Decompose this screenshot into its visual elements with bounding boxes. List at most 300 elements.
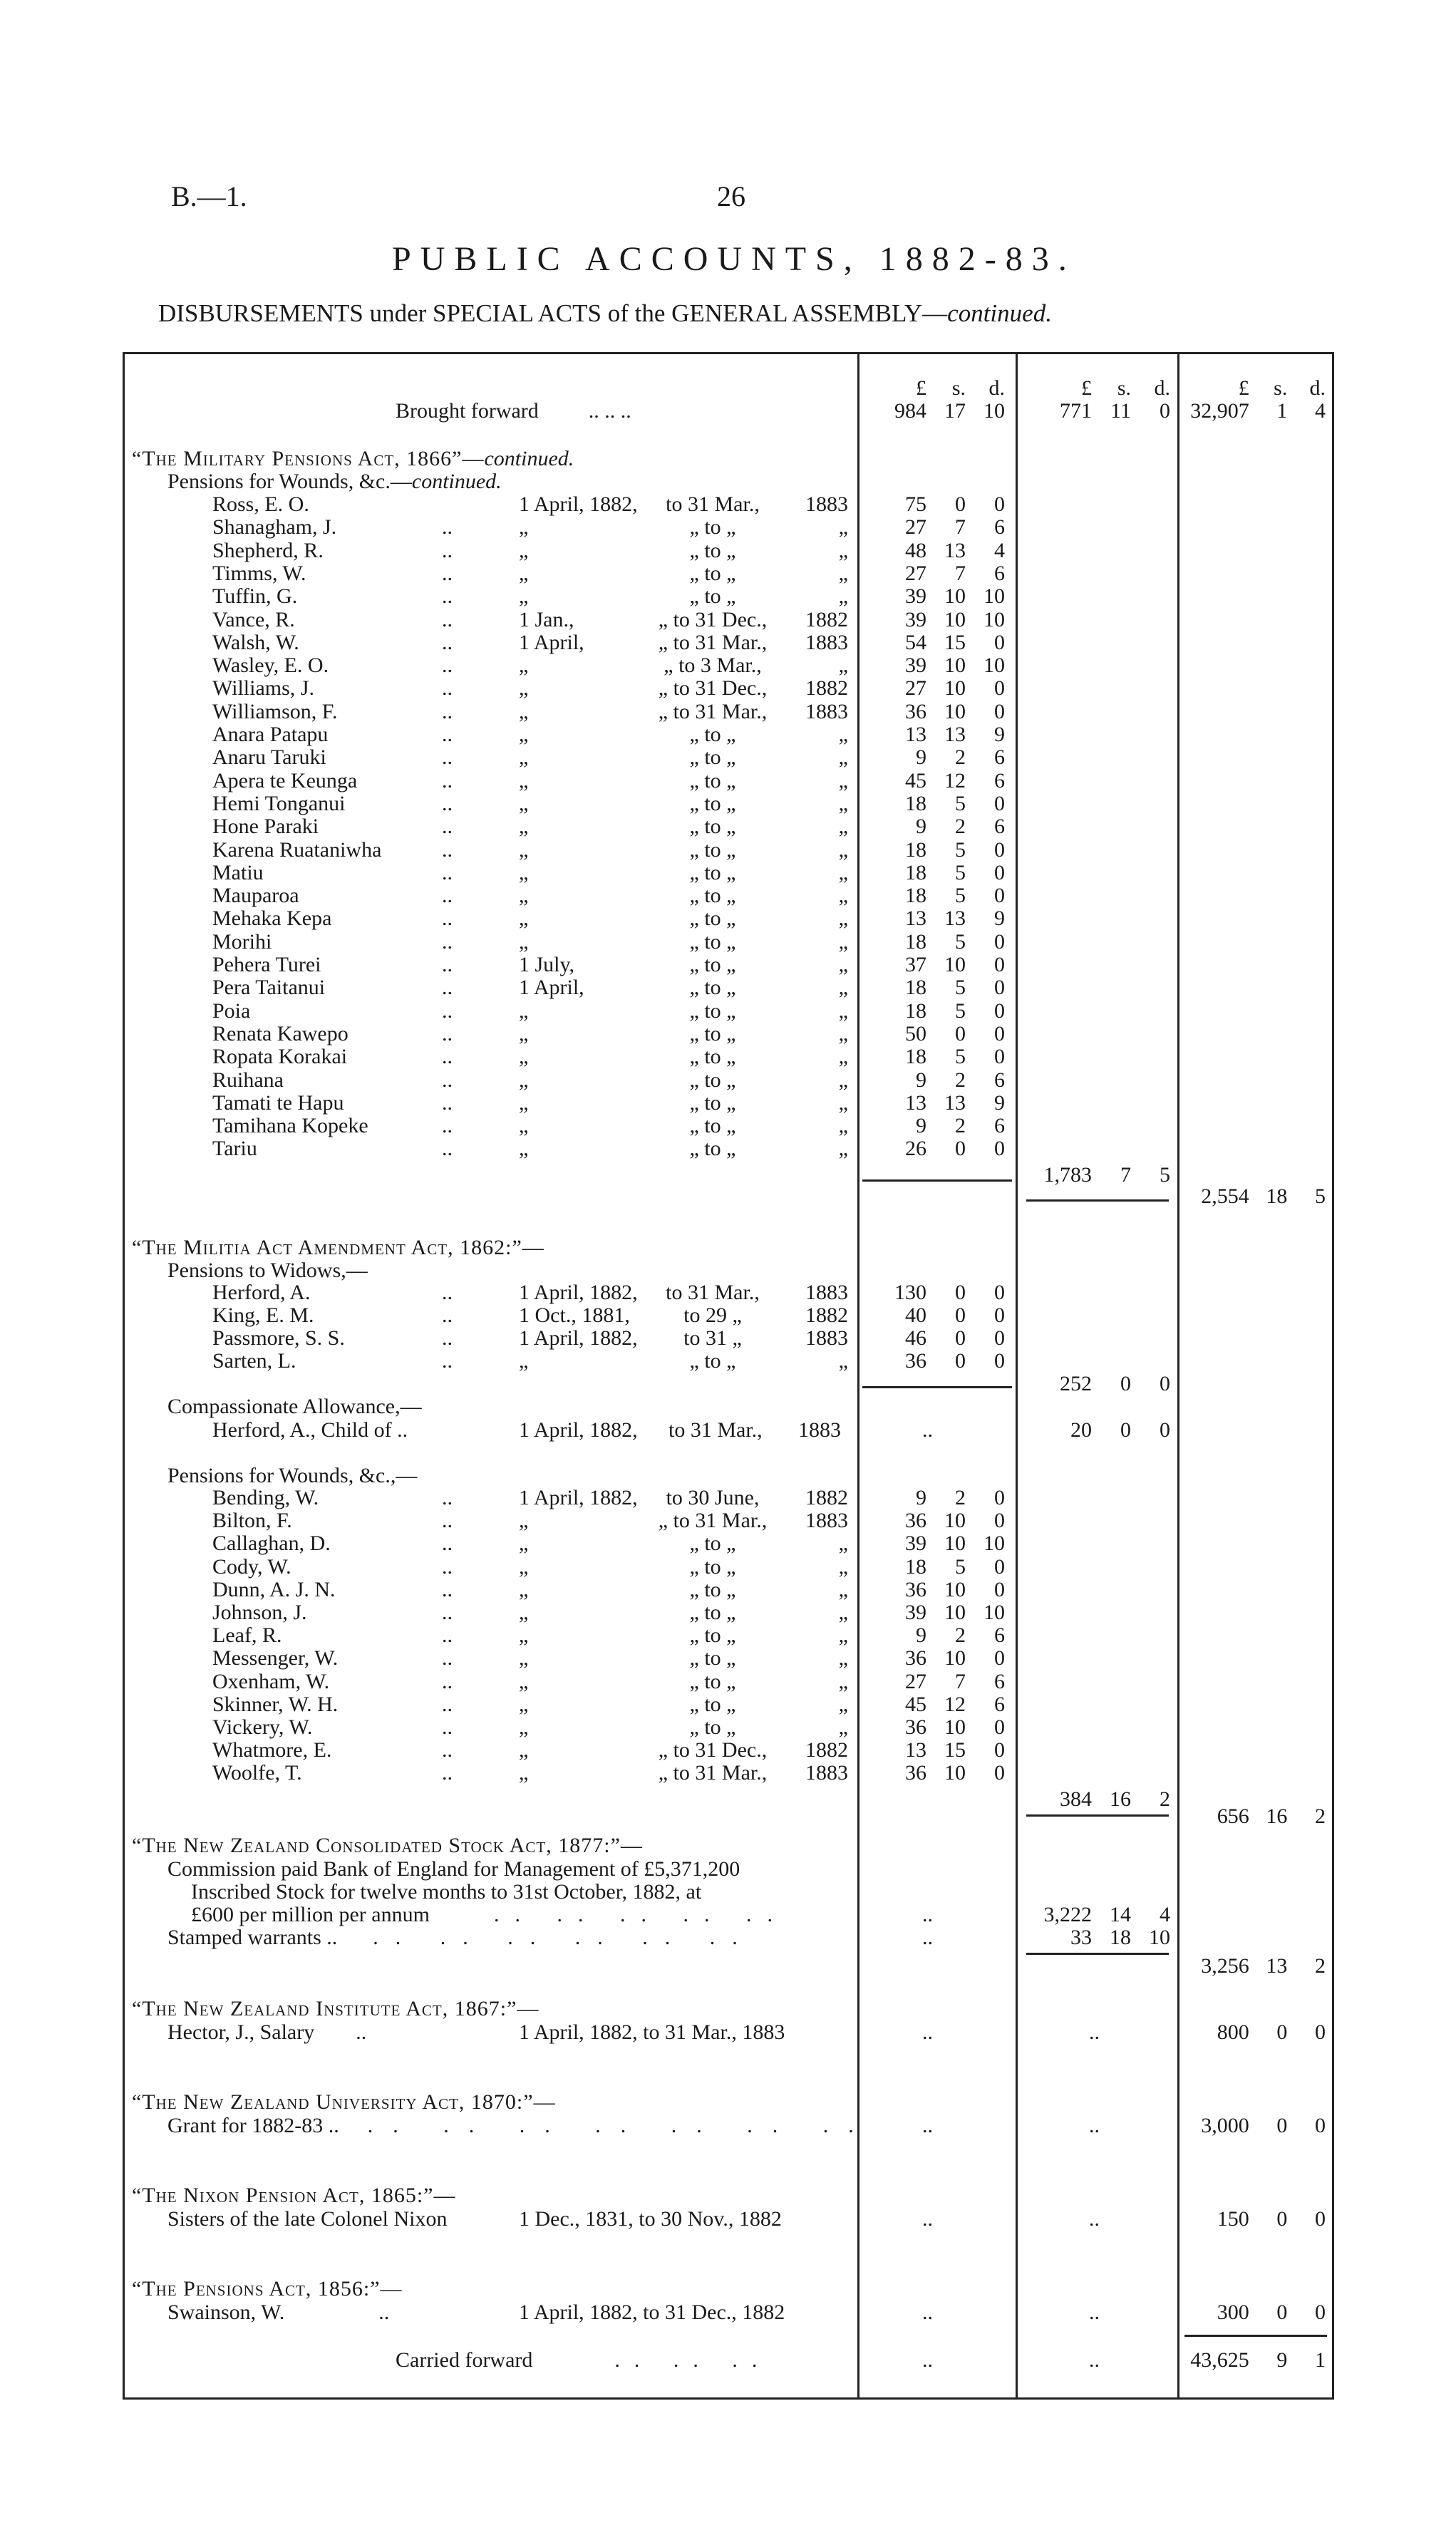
- entry-period-end: „ to „: [689, 1601, 736, 1624]
- entry-name: Shanagham, J.: [212, 515, 337, 539]
- entry-dots: ..: [442, 929, 453, 954]
- entry-period-year: 1883: [805, 1281, 848, 1304]
- entry-amount-pence: 6: [994, 815, 1005, 839]
- entry-period-end: „ to 31 Mar.,: [658, 1761, 768, 1785]
- entry-dots: ..: [442, 1715, 453, 1739]
- entry-period-start: „: [519, 815, 529, 839]
- entry-period-end: „ to „: [689, 907, 736, 931]
- entry-period-start: 1 April,: [519, 976, 584, 1000]
- entry-period-end: „ to 3 Mar.,: [664, 654, 762, 678]
- entry-amount-shillings: 5: [955, 791, 966, 815]
- entry-name: Williams, J.: [212, 676, 314, 701]
- entry-amount: [862, 999, 1005, 1023]
- entry-amount-pounds: 27: [905, 561, 926, 585]
- entry-period-end: „ to „: [689, 884, 736, 908]
- entry-period-start: „: [519, 1692, 529, 1716]
- entry-period-end: „ to 31 Mar.,: [658, 630, 768, 654]
- entry-period-year: „: [838, 745, 848, 770]
- entry-period-start: „: [519, 699, 529, 723]
- entry-period-year: 1883: [805, 1326, 848, 1350]
- nixon-total: 150 0 0: [1217, 2207, 1326, 2231]
- entry-amount-pounds: 45: [905, 768, 926, 792]
- entry-amount-pence: 0: [994, 976, 1005, 1000]
- entry-amount: [862, 1693, 1005, 1717]
- entry-period-year: 1883: [805, 1761, 848, 1785]
- compassionate-name: Herford, A., Child of ..: [212, 1418, 408, 1442]
- entry-period-start: „: [519, 860, 529, 884]
- entry-amount-pounds: 18: [905, 791, 926, 815]
- entry-name: Bilton, F.: [212, 1509, 292, 1533]
- entry-dots: ..: [442, 837, 453, 862]
- carried-forward-label: Carried forward .. .. ..: [396, 2348, 772, 2372]
- militia-title: “The Militia Act Amendment Act, 1862:”—: [132, 1236, 544, 1259]
- entry-dots: ..: [442, 1068, 453, 1092]
- compassionate-p3: 1883: [798, 1418, 841, 1442]
- entry-amount-pounds: 39: [905, 654, 926, 678]
- brought-forward-col3: 32,907 1 4: [1190, 399, 1326, 423]
- entry-amount-shillings: 10: [944, 1509, 966, 1533]
- entry-period-year: „: [838, 907, 848, 931]
- entry-amount: [862, 1349, 1005, 1373]
- entry-name: Sarten, L.: [212, 1349, 296, 1373]
- entry-dots: ..: [442, 561, 453, 585]
- entry-period-end: „ to „: [689, 1532, 736, 1556]
- entry-amount-pence: 0: [994, 1486, 1005, 1509]
- entry-period-start: „: [519, 768, 529, 792]
- entry-amount-pounds: 36: [905, 1715, 926, 1739]
- entry-period-end: „ to „: [689, 976, 736, 1000]
- entry-amount: [862, 562, 1005, 586]
- entry-period-year: „: [838, 561, 848, 585]
- entry-amount-shillings: 7: [955, 515, 966, 539]
- entry-dots: ..: [442, 1326, 453, 1350]
- entry-period-end: „ to „: [689, 723, 736, 746]
- entry-dots: ..: [442, 538, 453, 562]
- entry-dots: ..: [442, 654, 453, 678]
- entry-period-start: „: [519, 1068, 529, 1092]
- entry-period-start: 1 April, 1882,: [519, 1326, 638, 1350]
- entry-amount-pounds: 36: [905, 1646, 926, 1671]
- entry-name: Dunn, A. J. N.: [212, 1577, 336, 1601]
- entry-amount-pence: 10: [983, 607, 1005, 631]
- military-rule-1: [862, 1179, 1012, 1182]
- entry-amount-shillings: 2: [955, 1114, 966, 1138]
- entry-dots: ..: [442, 515, 453, 539]
- entry-amount-pounds: 46: [905, 1326, 926, 1350]
- entry-period-year: „: [838, 1349, 848, 1373]
- entry-amount-pounds: 27: [905, 1669, 926, 1693]
- entry-amount-shillings: 10: [944, 699, 966, 723]
- entry-period-start: 1 April, 1882,: [519, 1281, 638, 1304]
- entry-amount: [862, 515, 1005, 539]
- military-subtotal: 1,783 7 5: [1043, 1163, 1170, 1187]
- entry-period-year: 1883: [805, 699, 848, 723]
- entry-dots: ..: [442, 860, 453, 884]
- entry-period-start: 1 Oct., 1881,: [519, 1303, 630, 1327]
- entry-period-start: „: [519, 1349, 529, 1373]
- entry-name: Ropata Korakai: [212, 1045, 348, 1069]
- entry-name: Williamson, F.: [212, 699, 338, 723]
- entry-dots: ..: [442, 1623, 453, 1648]
- entry-amount-pounds: 18: [905, 1554, 926, 1579]
- table-top-rule: [123, 352, 1334, 354]
- institute-title: “The New Zealand Institute Act, 1867:”—: [132, 1997, 539, 2020]
- entry-period-year: „: [838, 1114, 848, 1138]
- entry-amount-shillings: 13: [944, 907, 966, 931]
- entry-amount-pence: 6: [994, 1068, 1005, 1092]
- pensions1856-total: 300 0 0: [1217, 2301, 1326, 2324]
- entry-period-end: „ to „: [689, 837, 736, 862]
- pensions1856-col2: ..: [1089, 2301, 1100, 2324]
- entry-amount-shillings: 10: [944, 584, 966, 609]
- entry-amount-shillings: 5: [955, 976, 966, 1000]
- compassionate-p1: 1 April, 1882,: [519, 1418, 638, 1442]
- entry-amount-pounds: 18: [905, 929, 926, 954]
- entry-period-end: „ to „: [689, 1021, 736, 1045]
- entry-amount: [862, 1761, 1005, 1785]
- university-col1: ..: [922, 2114, 933, 2137]
- carried-forward-total: 43,625 9 1: [1190, 2348, 1326, 2372]
- entry-period-year: „: [838, 1021, 848, 1045]
- entry-amount-pence: 6: [994, 1669, 1005, 1693]
- entry-amount-shillings: 10: [944, 1601, 966, 1624]
- entry-amount-shillings: 2: [955, 745, 966, 770]
- col3-rule: [1177, 352, 1179, 2399]
- entry-amount-shillings: 2: [955, 815, 966, 839]
- entry-dots: ..: [442, 1646, 453, 1671]
- entry-period-start: „: [519, 654, 529, 678]
- entry-amount-pence: 0: [994, 1281, 1005, 1304]
- page-subtitle: [158, 299, 1052, 328]
- entry-period-end: „ to „: [689, 1554, 736, 1579]
- entry-amount-pounds: 39: [905, 1601, 926, 1624]
- subtitle-main: DISBURSEMENTS under SPECIAL ACTS of the GENERAL ASSEMBLY—: [158, 299, 948, 327]
- entry-amount-pence: 0: [994, 1646, 1005, 1671]
- entry-dots: ..: [442, 607, 453, 631]
- entry-amount-pence: 0: [994, 998, 1005, 1023]
- entry-period-end: „ to 31 Dec.,: [658, 1738, 768, 1762]
- col3-header: £ s. d.: [1238, 376, 1326, 400]
- entry-amount-pounds: 39: [905, 584, 926, 609]
- entry-dots: ..: [442, 630, 453, 654]
- entry-period-year: „: [838, 1090, 848, 1115]
- entry-amount-shillings: 13: [944, 1090, 966, 1115]
- entry-period-end: „ to „: [689, 860, 736, 884]
- entry-amount-shillings: 10: [944, 1646, 966, 1671]
- entry-dots: ..: [442, 1554, 453, 1579]
- entry-dots: ..: [442, 723, 453, 746]
- entry-amount-pounds: 48: [905, 538, 926, 562]
- entry-period-start: „: [519, 1669, 529, 1693]
- col2-rule: [1016, 352, 1018, 2399]
- militia-total: 656 16 2: [1217, 1804, 1326, 1828]
- col2-header: £ s. d.: [1081, 376, 1170, 400]
- entry-amount: [862, 492, 1005, 517]
- entry-period-end: to 30 June,: [666, 1486, 760, 1509]
- entry-period-start: 1 April, 1882,: [519, 1486, 638, 1509]
- entry-amount-shillings: 12: [944, 768, 966, 792]
- stock-line4: Stamped warrants .. .. .. .. .. .. ..: [167, 1926, 755, 1949]
- entry-amount: [862, 1623, 1005, 1648]
- entry-period-start: „: [519, 1646, 529, 1671]
- entry-period-year: „: [838, 929, 848, 954]
- entry-period-end: to 31 Mar.,: [666, 492, 760, 516]
- entry-period-start: „: [519, 1623, 529, 1648]
- pensions1856-name: Swainson, W. ..: [167, 2301, 390, 2324]
- entry-dots: ..: [442, 1692, 453, 1716]
- institute-period: 1 April, 1882, to 31 Mar., 1883: [519, 2020, 785, 2044]
- military-rule-2: [1026, 1199, 1169, 1202]
- entry-name: Pera Taitanui: [212, 976, 326, 1000]
- entry-period-end: to 31 „: [683, 1326, 742, 1350]
- entry-name: Timms, W.: [212, 561, 306, 585]
- entry-period-end: „ to „: [689, 561, 736, 585]
- entry-period-end: „ to „: [689, 998, 736, 1023]
- entry-amount-pence: 0: [994, 1045, 1005, 1069]
- entry-name: Renata Kawepo: [212, 1021, 348, 1045]
- stock-line4-amount: 33 18 10: [1070, 1926, 1170, 1949]
- entry-amount-shillings: 0: [955, 1303, 966, 1327]
- entry-period-end: „ to „: [689, 1137, 736, 1161]
- entry-name: Vickery, W.: [212, 1715, 313, 1739]
- widows-rule: [862, 1386, 1012, 1388]
- entry-name: Shepherd, R.: [212, 538, 324, 562]
- entry-period-year: 1883: [805, 630, 848, 654]
- wounds-rule: [1026, 1814, 1169, 1817]
- entry-amount-shillings: 10: [944, 654, 966, 678]
- entry-amount-pounds: 18: [905, 998, 926, 1023]
- compassionate-label: Compassionate Allowance,—: [167, 1395, 422, 1418]
- entry-name: Callaghan, D.: [212, 1532, 331, 1556]
- entry-period-year: „: [838, 1646, 848, 1671]
- nixon-title: “The Nixon Pension Act, 1865:”—: [132, 2184, 456, 2207]
- entry-name: Wasley, E. O.: [212, 654, 329, 678]
- entry-amount-shillings: 0: [955, 1021, 966, 1045]
- entry-amount-pence: 0: [994, 1137, 1005, 1161]
- entry-dots: ..: [442, 1281, 453, 1304]
- entry-amount-pence: 10: [983, 654, 1005, 678]
- entry-amount: [862, 1091, 1005, 1115]
- entry-period-start: „: [519, 1045, 529, 1069]
- entry-amount: [862, 631, 1005, 655]
- entry-period-year: „: [838, 976, 848, 1000]
- entry-amount-pounds: 40: [905, 1303, 926, 1327]
- entry-amount-pence: 0: [994, 1715, 1005, 1739]
- entry-amount-pence: 0: [994, 837, 1005, 862]
- entry-dots: ..: [442, 791, 453, 815]
- entry-amount: [862, 769, 1005, 793]
- entry-period-end: „ to „: [689, 1577, 736, 1601]
- entry-amount-shillings: 7: [955, 1669, 966, 1693]
- entry-period-start: „: [519, 837, 529, 862]
- entry-amount-shillings: 2: [955, 1486, 966, 1509]
- entry-dots: ..: [442, 699, 453, 723]
- entry-period-year: „: [838, 1669, 848, 1693]
- entry-dots: ..: [442, 745, 453, 770]
- entry-amount-pence: 0: [994, 884, 1005, 908]
- carried-forward-col2: ..: [1089, 2348, 1100, 2372]
- entry-amount-pounds: 18: [905, 837, 926, 862]
- entry-period-year: 1882: [805, 1303, 848, 1327]
- entry-dots: ..: [442, 1045, 453, 1069]
- entry-period-end: „ to „: [689, 815, 736, 839]
- entry-period-end: „ to „: [689, 791, 736, 815]
- entry-name: Ruihana: [212, 1068, 284, 1092]
- entry-period-start: „: [519, 1509, 529, 1533]
- entry-amount: [862, 584, 1005, 609]
- stock-line3-amount: 3,222 14 4: [1043, 1903, 1170, 1926]
- entry-period-start: „: [519, 584, 529, 609]
- entry-period-year: 1882: [805, 676, 848, 701]
- entry-amount-pounds: 9: [916, 1486, 926, 1509]
- entry-amount-pence: 6: [994, 1623, 1005, 1648]
- entry-period-start: 1 April, 1882,: [519, 492, 638, 516]
- entry-amount-pence: 0: [994, 1021, 1005, 1045]
- entry-amount-pounds: 39: [905, 607, 926, 631]
- entry-amount-shillings: 5: [955, 837, 966, 862]
- entry-amount-pence: 0: [994, 860, 1005, 884]
- entry-name: Anara Patapu: [212, 723, 329, 746]
- entry-amount: [862, 700, 1005, 724]
- entry-name: Pehera Turei: [212, 953, 321, 976]
- entry-name: Hone Paraki: [212, 815, 319, 839]
- page-title: PUBLIC ACCOUNTS, 1882-83.: [392, 240, 1076, 278]
- entry-period-year: „: [838, 815, 848, 839]
- entry-amount-shillings: 5: [955, 884, 966, 908]
- entry-amount: [862, 907, 1005, 931]
- entry-amount-shillings: 10: [944, 1761, 966, 1785]
- entry-amount-pounds: 13: [905, 1738, 926, 1762]
- entry-period-year: 1882: [805, 607, 848, 631]
- entry-period-start: „: [519, 538, 529, 562]
- entry-name: Whatmore, E.: [212, 1738, 332, 1762]
- entry-period-start: 1 April,: [519, 630, 584, 654]
- entry-amount-pounds: 13: [905, 1090, 926, 1115]
- entry-period-end: „ to „: [689, 768, 736, 792]
- compassionate-p2: to 31 Mar.,: [668, 1418, 763, 1442]
- entry-dots: ..: [442, 1601, 453, 1624]
- entry-period-start: „: [519, 1554, 529, 1579]
- entry-period-start: „: [519, 1738, 529, 1762]
- entry-amount: [862, 930, 1005, 954]
- entry-amount-pence: 0: [994, 929, 1005, 954]
- entry-amount-pounds: 37: [905, 953, 926, 976]
- stock-line1: Commission paid Bank of England for Management of £5,371,200: [167, 1857, 740, 1881]
- entry-name: Mauparoa: [212, 884, 299, 908]
- entry-amount-pence: 0: [994, 791, 1005, 815]
- entry-name: Morihi: [212, 929, 272, 954]
- entry-amount-pounds: 27: [905, 515, 926, 539]
- entry-amount-pounds: 130: [894, 1281, 926, 1304]
- entry-period-start: „: [519, 1137, 529, 1161]
- entry-amount: [862, 1670, 1005, 1694]
- entry-period-start: „: [519, 723, 529, 746]
- entry-amount: [862, 1303, 1005, 1328]
- entry-dots: ..: [442, 1532, 453, 1556]
- entry-dots: ..: [442, 1303, 453, 1327]
- entry-amount: [862, 976, 1005, 1000]
- entry-amount-pounds: 18: [905, 976, 926, 1000]
- entry-name: Ross, E. O.: [212, 492, 309, 516]
- entry-amount-pence: 0: [994, 699, 1005, 723]
- entry-name: Tamihana Kopeke: [212, 1114, 368, 1138]
- entry-period-start: „: [519, 676, 529, 701]
- entry-amount-shillings: 12: [944, 1692, 966, 1716]
- entry-period-end: „ to 31 Dec.,: [658, 676, 768, 701]
- entry-name: Messenger, W.: [212, 1646, 339, 1671]
- entry-period-end: „ to „: [689, 929, 736, 954]
- entry-period-start: 1 Jan.,: [519, 607, 574, 631]
- entry-amount-pence: 0: [994, 1326, 1005, 1350]
- entry-amount: [862, 1486, 1005, 1510]
- entry-amount-shillings: 10: [944, 1577, 966, 1601]
- entry-amount-pounds: 18: [905, 884, 926, 908]
- entry-amount-shillings: 15: [944, 630, 966, 654]
- entry-period-year: 1882: [805, 1738, 848, 1762]
- stock-line3: £600 per million per annum .. .. .. .. ..: [191, 1903, 788, 1926]
- entry-period-year: „: [838, 1137, 848, 1161]
- entry-period-end: „ to „: [689, 1646, 736, 1671]
- institute-name: Hector, J., Salary ..: [167, 2020, 367, 2044]
- entry-dots: ..: [442, 976, 453, 1000]
- entry-amount-pounds: 18: [905, 860, 926, 884]
- entry-amount: [862, 1715, 1005, 1740]
- nixon-col2: ..: [1089, 2207, 1100, 2231]
- entry-amount-pence: 0: [994, 630, 1005, 654]
- entry-amount-shillings: 2: [955, 1068, 966, 1092]
- entry-period-start: „: [519, 561, 529, 585]
- entry-amount-pounds: 9: [916, 1068, 926, 1092]
- entry-amount-pounds: 26: [905, 1137, 926, 1161]
- entry-amount-pounds: 36: [905, 1509, 926, 1533]
- entry-amount-pounds: 54: [905, 630, 926, 654]
- entry-amount-pence: 6: [994, 1692, 1005, 1716]
- university-title: “The New Zealand University Act, 1870:”—: [132, 2090, 556, 2114]
- entry-dots: ..: [442, 953, 453, 976]
- widows-subtotal: 252 0 0: [1060, 1372, 1170, 1395]
- nixon-name: Sisters of the late Colonel Nixon: [167, 2207, 448, 2231]
- entry-name: Walsh, W.: [212, 630, 299, 654]
- pensions1856-title: “The Pensions Act, 1856:”—: [132, 2277, 403, 2301]
- entry-name: Woolfe, T.: [212, 1761, 302, 1785]
- entry-amount-pence: 6: [994, 561, 1005, 585]
- entry-amount-pounds: 36: [905, 1349, 926, 1373]
- entry-name: Hemi Tonganui: [212, 791, 346, 815]
- entry-amount: [862, 1137, 1005, 1161]
- entry-period-start: „: [519, 1761, 529, 1785]
- col1-rule: [857, 352, 859, 2399]
- entry-amount-shillings: 13: [944, 723, 966, 746]
- subtitle-cont: continued.: [947, 299, 1052, 327]
- stock-line4-col1: ..: [922, 1926, 933, 1949]
- entry-amount-pounds: 36: [905, 1577, 926, 1601]
- entry-dots: ..: [442, 1137, 453, 1161]
- entry-amount-pence: 6: [994, 515, 1005, 539]
- entry-period-end: to 29 „: [683, 1303, 742, 1327]
- entry-amount-pounds: 9: [916, 1623, 926, 1648]
- entry-period-end: „ to „: [689, 515, 736, 539]
- entry-period-start: „: [519, 1532, 529, 1556]
- entry-period-year: 1882: [805, 1486, 848, 1509]
- entry-period-year: „: [838, 1601, 848, 1624]
- entry-amount: [862, 792, 1005, 816]
- entry-amount-shillings: 0: [955, 1137, 966, 1161]
- entry-period-year: „: [838, 884, 848, 908]
- entry-name: Johnson, J.: [212, 1601, 307, 1624]
- entry-period-end: „ to „: [689, 1692, 736, 1716]
- entry-amount-pounds: 36: [905, 1761, 926, 1785]
- entry-period-year: „: [838, 654, 848, 678]
